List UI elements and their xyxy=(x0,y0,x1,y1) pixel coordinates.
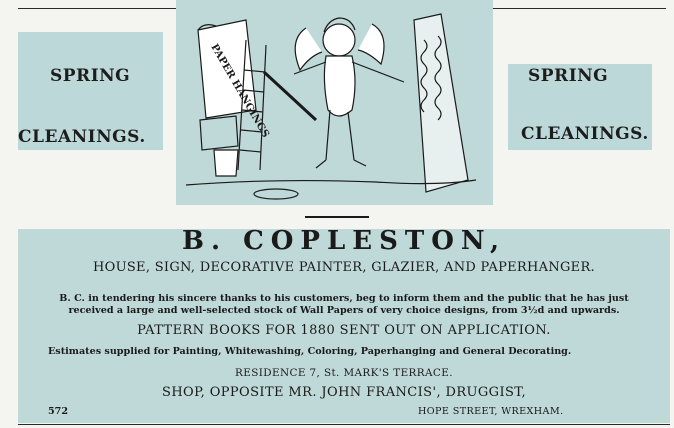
advertiser-name: B. COPLESTON, xyxy=(182,226,506,256)
left-spring-text: SPRING xyxy=(50,66,131,86)
residence-address: RESIDENCE 7, St. MARK'S TERRACE. xyxy=(235,367,453,379)
right-cleanings-text: CLEANINGS. xyxy=(521,124,649,144)
trade-description: HOUSE, SIGN, DECORATIVE PAINTER, GLAZIER, AND PAPERHANGER. xyxy=(92,260,595,275)
thanks-text-line-2: received a large and well-selected stock of Wall Papers of very choice designs, from 3½d and upwards. xyxy=(68,305,620,316)
bottom-rule xyxy=(18,424,670,425)
pattern-books-notice: PATTERN BOOKS FOR 1880 SENT OUT ON APPLICATION. xyxy=(137,323,551,338)
thanks-text-line-1: B. C. in tendering his sincere thanks to his customers, beg to inform them and the public that he has just xyxy=(59,293,629,304)
shop-location: SHOP, OPPOSITE MR. JOHN FRANCIS', DRUGGIST, xyxy=(162,385,526,400)
street-address: HOPE STREET, WREXHAM. xyxy=(418,406,564,417)
right-spring-text: SPRING xyxy=(528,66,609,86)
cherub-engraving-icon xyxy=(176,0,493,205)
estimates-notice: Estimates supplied for Painting, Whitewashing, Coloring, Paperhanging and General Decorating. xyxy=(48,346,572,357)
sign-text: PAPER HANGINGS xyxy=(208,42,271,140)
center-divider xyxy=(305,216,369,218)
cherub-wallpaper-illustration xyxy=(176,0,493,205)
advert-number: 572 xyxy=(48,406,69,417)
left-cleanings-text: CLEANINGS. xyxy=(18,127,146,147)
